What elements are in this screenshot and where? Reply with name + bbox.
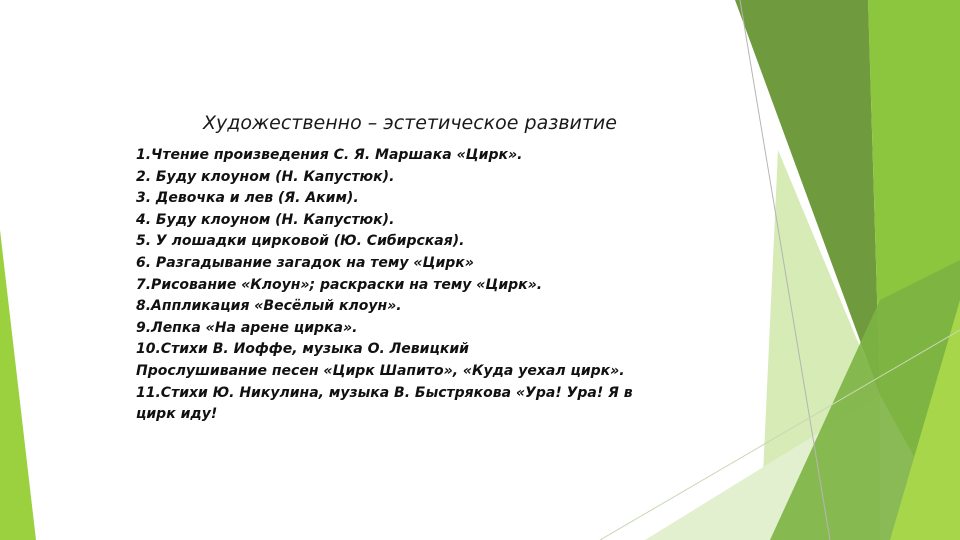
list-item: 7.Рисование «Клоун»; раскраски на тему «Цирк». xyxy=(136,276,543,293)
list-item: 8.Аппликация «Весёлый клоун». xyxy=(136,298,402,315)
activity-list xyxy=(136,145,736,426)
list-item: Прослушивание песен «Цирк Шапито», «Куда уехал цирк». xyxy=(136,362,625,379)
list-item: 9.Лепка «На арене цирка». xyxy=(136,319,358,336)
list-item: 10.Стихи В. Иоффе, музыка О. Левицкий xyxy=(136,341,469,358)
list-item: 4. Буду клоуном (Н. Капустюк). xyxy=(136,211,395,228)
slide-title: Художественно – эстетическое развитие xyxy=(203,112,617,134)
list-item: 6. Разгадывание загадок на тему «Цирк» xyxy=(136,254,474,271)
left-green-stripe xyxy=(0,230,36,540)
list-item: цирк иду! xyxy=(136,406,218,423)
list-item: 5. У лошадки цирковой (Ю. Сибирская). xyxy=(136,233,465,250)
list-item: 1.Чтение произведения С. Я. Маршака «Цирк». xyxy=(136,147,523,163)
list-item: 2. Буду клоуном (Н. Капустюк). xyxy=(136,168,395,185)
list-item: 3. Девочка и лев (Я. Аким). xyxy=(136,190,359,207)
list-item: 11.Стихи Ю. Никулина, музыка В. Быстрякова «Ура! Ура! Я в xyxy=(136,384,633,401)
